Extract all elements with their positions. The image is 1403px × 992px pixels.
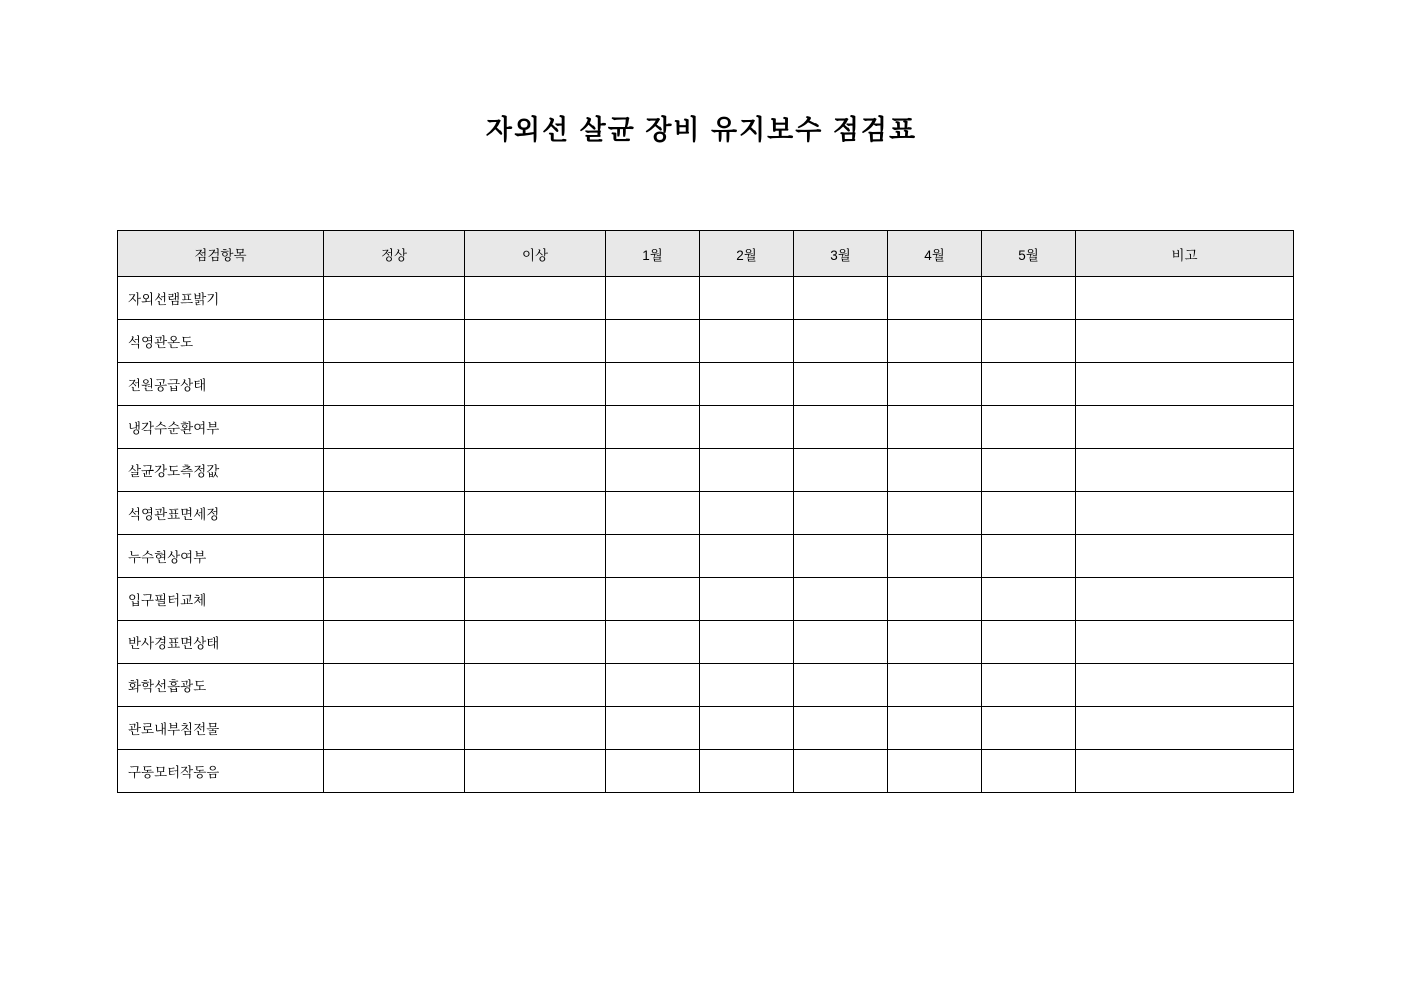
cell-month-4[interactable]: [888, 363, 982, 406]
cell-abnormal[interactable]: [465, 277, 606, 320]
cell-month-1[interactable]: [606, 750, 700, 793]
cell-month-4[interactable]: [888, 492, 982, 535]
cell-month-2[interactable]: [700, 363, 794, 406]
cell-month-3[interactable]: [794, 492, 888, 535]
cell-month-4[interactable]: [888, 535, 982, 578]
row-item-label: 석영관온도: [118, 320, 324, 363]
cell-normal[interactable]: [324, 492, 465, 535]
cell-abnormal[interactable]: [465, 406, 606, 449]
cell-month-1[interactable]: [606, 406, 700, 449]
cell-month-5[interactable]: [982, 621, 1076, 664]
cell-normal[interactable]: [324, 320, 465, 363]
cell-month-3[interactable]: [794, 449, 888, 492]
cell-note[interactable]: [1076, 535, 1294, 578]
cell-month-2[interactable]: [700, 492, 794, 535]
cell-month-2[interactable]: [700, 449, 794, 492]
cell-normal[interactable]: [324, 707, 465, 750]
cell-month-5[interactable]: [982, 578, 1076, 621]
cell-note[interactable]: [1076, 664, 1294, 707]
cell-month-1[interactable]: [606, 320, 700, 363]
cell-month-5[interactable]: [982, 750, 1076, 793]
column-header-abnormal: 이상: [465, 231, 606, 277]
cell-month-4[interactable]: [888, 750, 982, 793]
cell-month-5[interactable]: [982, 406, 1076, 449]
cell-month-3[interactable]: [794, 578, 888, 621]
cell-month-2[interactable]: [700, 664, 794, 707]
cell-note[interactable]: [1076, 363, 1294, 406]
cell-month-1[interactable]: [606, 277, 700, 320]
cell-month-4[interactable]: [888, 449, 982, 492]
cell-month-4[interactable]: [888, 406, 982, 449]
cell-note[interactable]: [1076, 621, 1294, 664]
cell-month-3[interactable]: [794, 707, 888, 750]
row-item-label: 반사경표면상태: [118, 621, 324, 664]
checklist-table-container: [117, 230, 1286, 793]
cell-note[interactable]: [1076, 707, 1294, 750]
row-item-label: 전원공급상태: [118, 363, 324, 406]
cell-month-4[interactable]: [888, 664, 982, 707]
cell-month-3[interactable]: [794, 535, 888, 578]
cell-month-2[interactable]: [700, 320, 794, 363]
cell-month-2[interactable]: [700, 406, 794, 449]
cell-month-4[interactable]: [888, 621, 982, 664]
cell-normal[interactable]: [324, 664, 465, 707]
cell-month-1[interactable]: [606, 535, 700, 578]
cell-month-1[interactable]: [606, 492, 700, 535]
cell-abnormal[interactable]: [465, 707, 606, 750]
row-item-label: 석영관표면세정: [118, 492, 324, 535]
cell-month-2[interactable]: [700, 277, 794, 320]
table-row: [118, 449, 1294, 492]
table-row: [118, 535, 1294, 578]
cell-note[interactable]: [1076, 578, 1294, 621]
column-header-normal: 정상: [324, 231, 465, 277]
cell-abnormal[interactable]: [465, 363, 606, 406]
table-row: [118, 578, 1294, 621]
row-item-label: 자외선램프밝기: [118, 277, 324, 320]
page-title: 자외선 살균 장비 유지보수 점검표: [485, 115, 918, 145]
cell-month-1[interactable]: [606, 707, 700, 750]
cell-month-5[interactable]: [982, 449, 1076, 492]
cell-abnormal[interactable]: [465, 449, 606, 492]
cell-note[interactable]: [1076, 406, 1294, 449]
column-header-month-4: 4월: [888, 231, 982, 277]
cell-normal[interactable]: [324, 750, 465, 793]
row-item-label: 구동모터작동음: [118, 750, 324, 793]
cell-normal[interactable]: [324, 363, 465, 406]
cell-abnormal[interactable]: [465, 535, 606, 578]
cell-month-3[interactable]: [794, 320, 888, 363]
table-row: [118, 621, 1294, 664]
cell-note[interactable]: [1076, 449, 1294, 492]
cell-month-1[interactable]: [606, 621, 700, 664]
cell-normal[interactable]: [324, 406, 465, 449]
table-row: [118, 707, 1294, 750]
table-row: [118, 320, 1294, 363]
table-row: [118, 363, 1294, 406]
cell-month-2[interactable]: [700, 535, 794, 578]
column-header-item: 점검항목: [118, 231, 324, 277]
cell-abnormal[interactable]: [465, 621, 606, 664]
cell-month-5[interactable]: [982, 320, 1076, 363]
cell-month-3[interactable]: [794, 406, 888, 449]
table-header-row: [118, 231, 1294, 277]
column-header-month-1: 1월: [606, 231, 700, 277]
cell-normal[interactable]: [324, 535, 465, 578]
row-item-label: 살균강도측정값: [118, 449, 324, 492]
cell-abnormal[interactable]: [465, 320, 606, 363]
cell-month-3[interactable]: [794, 277, 888, 320]
cell-normal[interactable]: [324, 277, 465, 320]
cell-month-1[interactable]: [606, 363, 700, 406]
table-row: [118, 406, 1294, 449]
cell-month-2[interactable]: [700, 750, 794, 793]
cell-month-4[interactable]: [888, 320, 982, 363]
cell-month-3[interactable]: [794, 621, 888, 664]
table-row: [118, 750, 1294, 793]
cell-normal[interactable]: [324, 449, 465, 492]
cell-normal[interactable]: [324, 621, 465, 664]
cell-month-4[interactable]: [888, 277, 982, 320]
cell-month-5[interactable]: [982, 363, 1076, 406]
cell-month-3[interactable]: [794, 664, 888, 707]
row-item-label: 입구필터교체: [118, 578, 324, 621]
cell-month-2[interactable]: [700, 578, 794, 621]
cell-month-4[interactable]: [888, 578, 982, 621]
cell-abnormal[interactable]: [465, 492, 606, 535]
cell-abnormal[interactable]: [465, 750, 606, 793]
cell-abnormal[interactable]: [465, 664, 606, 707]
table-row: [118, 664, 1294, 707]
cell-month-1[interactable]: [606, 449, 700, 492]
cell-month-4[interactable]: [888, 707, 982, 750]
cell-month-5[interactable]: [982, 535, 1076, 578]
checklist-table: [117, 230, 1294, 793]
row-item-label: 관로내부침전물: [118, 707, 324, 750]
cell-month-2[interactable]: [700, 621, 794, 664]
cell-month-5[interactable]: [982, 664, 1076, 707]
cell-normal[interactable]: [324, 578, 465, 621]
cell-month-1[interactable]: [606, 664, 700, 707]
cell-month-1[interactable]: [606, 578, 700, 621]
checklist-table-body: [118, 277, 1294, 793]
table-row: [118, 277, 1294, 320]
cell-note[interactable]: [1076, 492, 1294, 535]
cell-month-5[interactable]: [982, 277, 1076, 320]
row-item-label: 냉각수순환여부: [118, 406, 324, 449]
table-row: [118, 492, 1294, 535]
row-item-label: 누수현상여부: [118, 535, 324, 578]
cell-abnormal[interactable]: [465, 578, 606, 621]
cell-month-5[interactable]: [982, 707, 1076, 750]
column-header-month-5: 5월: [982, 231, 1076, 277]
cell-month-5[interactable]: [982, 492, 1076, 535]
cell-note[interactable]: [1076, 750, 1294, 793]
row-item-label: 화학선흡광도: [118, 664, 324, 707]
cell-month-2[interactable]: [700, 707, 794, 750]
cell-month-3[interactable]: [794, 750, 888, 793]
column-header-month-2: 2월: [700, 231, 794, 277]
cell-note[interactable]: [1076, 320, 1294, 363]
column-header-month-3: 3월: [794, 231, 888, 277]
column-header-note: 비고: [1076, 231, 1294, 277]
cell-month-3[interactable]: [794, 363, 888, 406]
cell-note[interactable]: [1076, 277, 1294, 320]
